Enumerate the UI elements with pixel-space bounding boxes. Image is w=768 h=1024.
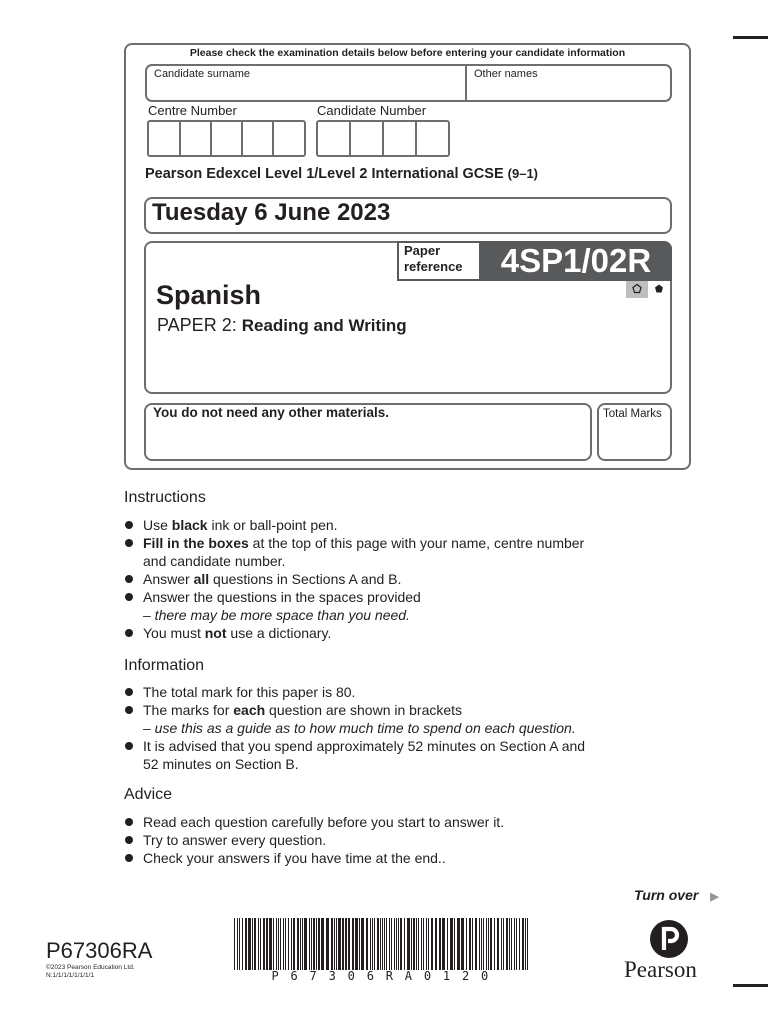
barcode-bar-32 [326,918,329,970]
barcode-bar-11 [266,918,268,970]
barcode-bar-93 [509,918,510,970]
barcode-bar-26 [309,918,310,970]
candidate-number-label: Candidate Number [317,103,427,118]
barcode-bar-38 [345,918,347,970]
barcode-bar-70 [435,918,437,970]
barcode-bar-62 [413,918,415,970]
paper-title [157,315,407,336]
barcode-bar-24 [302,918,303,970]
barcode-bar-55 [394,918,395,970]
information-list [124,683,684,773]
barcode-bar-43 [361,918,364,970]
barcode-bar-7 [254,918,256,970]
barcode-bar-14 [276,918,277,970]
total-marks-label: Total Marks [603,408,662,420]
registration-mark-bottom [733,984,768,987]
paper-reference-label [404,243,463,275]
barcode-bar-87 [490,918,492,970]
barcode-bar-52 [386,918,387,970]
barcode-bar-64 [418,918,419,970]
barcode-bar-90 [501,918,502,970]
barcode-bar-28 [313,918,315,970]
copyright: ©2023 Pearson Education Ltd. [46,964,135,971]
barcode-bar-45 [370,918,371,970]
list-item: The total mark for this paper is 80. [124,683,684,701]
barcode-bar-9 [260,918,261,970]
barcode-bar-57 [398,918,399,970]
barcode-bar-6 [252,918,253,970]
barcode-bar-61 [411,918,412,970]
barcode-bar-27 [311,918,312,970]
barcode-bar-8 [258,918,259,970]
barcode-bar-19 [288,918,289,970]
barcode-bar-97 [519,918,520,970]
centre-number-boxes[interactable] [147,120,306,157]
barcode-bar-13 [273,918,274,970]
instructions-heading: Instructions [124,489,206,506]
barcode-bar-89 [497,918,499,970]
list-item: Answer the questions in the spaces provided [124,588,684,606]
barcode-bar-78 [466,918,467,970]
pentagon-filled-icon [648,281,670,298]
barcode-bar-25 [304,918,307,970]
barcode-bar-63 [416,918,417,970]
barcode-bar-53 [389,918,390,970]
barcode-bar-91 [503,918,504,970]
subject-title: Spanish [156,280,262,310]
barcode-bar-74 [450,918,453,970]
barcode-bar-71 [439,918,441,970]
registration-mark-top [733,36,768,39]
barcode-bar-30 [318,918,320,970]
turn-over [634,887,719,903]
barcode-bar-4 [245,918,247,970]
centre-number-label: Centre Number [148,103,237,118]
barcode-bar-83 [481,918,482,970]
advice-heading: Advice [124,786,173,803]
barcode-bar-47 [374,918,375,970]
list-item: The marks for each question are shown in brackets [124,701,684,719]
surname-label: Candidate surname [154,68,251,80]
barcode-bar-88 [494,918,495,970]
barcode-bar-29 [316,918,317,970]
barcode-bar-3 [242,918,243,970]
barcode-bar-39 [348,918,350,970]
candidate-number-boxes[interactable] [316,120,450,157]
list-item: You must not use a dictionary. [124,624,684,642]
barcode-bar-67 [426,918,427,970]
barcode-bar-42 [359,918,360,970]
paper-name: Reading and Writing [241,316,407,335]
barcode-bar-81 [475,918,477,970]
barcode-bar-18 [285,918,286,970]
barcode-bar-48 [377,918,379,970]
materials-text: You do not need any other materials. [153,405,390,420]
paper-reference-label-line2: reference [404,259,463,274]
paper-number: PAPER 2: [157,315,237,335]
barcode-bar-16 [280,918,281,970]
list-item: Check your answers if you have time at the end.. [124,849,684,867]
list-item: Answer all questions in Sections A and B. [124,570,684,588]
list-item-continued: – use this as a guide as to how much time to spend on each question. [143,720,576,736]
barcode-bar-77 [461,918,464,970]
exam-date: Tuesday 6 June 2023 [152,199,391,226]
print-code: N:1/1/1/1/1/1/1/1 [46,972,95,979]
barcode-bar-10 [263,918,265,970]
tier-icons [626,281,670,298]
barcode-bar-2 [239,918,240,970]
list-item-continued: – there may be more space than you need. [143,607,410,623]
barcode-bar-34 [334,918,335,970]
barcode-bar-65 [421,918,422,970]
qualification-title [145,166,538,182]
barcode-bar-54 [391,918,392,970]
barcode-bar-5 [248,918,251,970]
exam-notice: Please check the examination details below before entering your candidate information [189,47,626,59]
turn-over-label: Turn over [634,887,699,903]
barcode-bar-35 [336,918,337,970]
list-item-continued: and candidate number. [143,553,286,569]
barcode-bar-51 [384,918,385,970]
barcode-bar-36 [338,918,341,970]
barcode-bar-41 [355,918,358,970]
barcode-bar-37 [342,918,344,970]
barcode-bar-72 [442,918,445,970]
barcode-bar-69 [431,918,433,970]
surname-divider [465,66,467,100]
barcode-bar-31 [321,918,324,970]
barcode-bar-60 [407,918,410,970]
barcode-bar-99 [525,918,526,970]
barcode-bar-23 [300,918,301,970]
publisher-name: Pearson [624,957,697,982]
list-item: Read each question carefully before you start to answer it. [124,813,684,831]
barcode-bar-49 [380,918,381,970]
barcode-bar-96 [516,918,517,970]
barcode-bar-22 [297,918,299,970]
barcode-bar-100 [527,918,528,970]
pentagon-outline-icon [626,281,648,298]
barcode-bar-46 [372,918,373,970]
grade-range: (9–1) [507,166,539,181]
barcode-bar-58 [400,918,402,970]
list-item: Try to answer every question. [124,831,684,849]
barcode-bar-66 [423,918,424,970]
barcode-bar-98 [522,918,524,970]
barcode-bar-76 [457,918,460,970]
barcode-text: P 6 7 3 0 6 R A 0 1 2 0 [271,969,491,983]
barcode-bar-50 [382,918,383,970]
barcode-bar-68 [428,918,429,970]
barcode-bar-73 [447,918,448,970]
barcode-bars [230,918,532,970]
barcode-bar-82 [479,918,480,970]
barcode [230,918,532,970]
barcode-bar-20 [291,918,292,970]
list-item: Fill in the boxes at the top of this page with your name, centre number [124,534,684,552]
barcode-bar-75 [454,918,455,970]
barcode-bar-59 [404,918,405,970]
list-item: Use black ink or ball-point pen. [124,516,684,534]
paper-reference-label-line1: Paper [404,243,441,258]
barcode-bar-15 [278,918,279,970]
barcode-bar-92 [506,918,508,970]
barcode-bar-1 [237,918,238,970]
list-item-continued: 52 minutes on Section B. [143,756,299,772]
qualification-name: Pearson Edexcel Level 1/Level 2 International GCSE [145,166,504,182]
barcode-bar-80 [472,918,473,970]
barcode-bar-33 [331,918,333,970]
barcode-bar-12 [269,918,272,970]
barcode-bar-85 [486,918,487,970]
paper-code: P67306RA [46,938,153,963]
barcode-bar-21 [293,918,295,970]
arrow-right-icon: ▶ [710,891,719,903]
other-names-label: Other names [474,68,538,80]
barcode-bar-94 [511,918,512,970]
barcode-bar-17 [283,918,284,970]
barcode-bar-95 [514,918,515,970]
barcode-bar-40 [352,918,354,970]
barcode-bar-84 [483,918,484,970]
list-item: It is advised that you spend approximately 52 minutes on Section A and [124,737,684,755]
pearson-logo-icon [649,919,689,959]
information-heading: Information [124,657,205,674]
barcode-bar-56 [396,918,397,970]
barcode-bar-0 [234,918,235,970]
barcode-bar-86 [488,918,489,970]
paper-reference-code: 4SP1/02R [500,242,652,279]
advice-list [124,813,684,867]
instructions-list [124,516,684,642]
barcode-bar-79 [469,918,471,970]
barcode-bar-44 [366,918,368,970]
